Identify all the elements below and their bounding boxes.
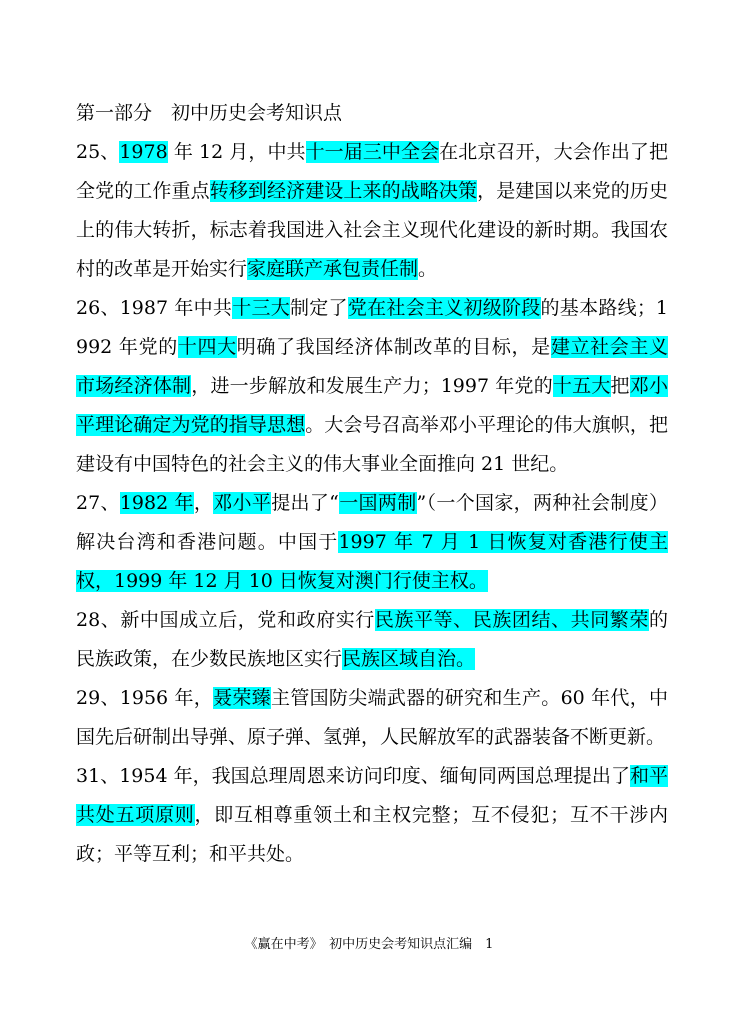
- text-run: ，: [193, 492, 214, 514]
- text-run: 26、1987 年中共: [76, 297, 233, 319]
- text-run: ”（一个国家，两种社会制度）解决台湾和香港问题。中国于: [76, 492, 668, 553]
- paragraph-31: [76, 757, 668, 874]
- text-run: 在北京召开，大会作出了把全党的工作重点: [76, 141, 668, 202]
- text-run: 25、: [76, 141, 120, 163]
- text-run: 29、1956 年，: [76, 687, 214, 709]
- paragraph-26: [76, 289, 668, 484]
- text-run: 28、新中国成立后，党和政府实行: [76, 609, 375, 631]
- highlighted-term: 邓小平理论确定为党的指导思想: [76, 375, 668, 436]
- highlighted-term: 党在社会主义初级阶段: [347, 297, 541, 319]
- section-heading: 第一部分 初中历史会考知识点: [76, 102, 343, 124]
- text-run: 主管国防尖端武器的研究和生产。60 年代，中国先后研制出导弹、原子弹、氢弹，人民解放军的武器装备不断更新。: [76, 687, 668, 748]
- text-run: 明确了我国经济体制改革的目标，是: [236, 336, 551, 358]
- text-run: 的基本路线；1992 年党的: [76, 297, 668, 358]
- highlighted-term: 转移到经济建设上来的战略决策: [209, 180, 478, 202]
- highlighted-term: 民族区域自治。: [342, 648, 476, 670]
- highlighted-term: 1997 年 7 月 1 日恢复对香港行使主权，1999 年 12 月 10 日恢复对澳门行使主权。: [76, 531, 668, 592]
- text-run: 提出了“: [271, 492, 339, 514]
- document-page: [76, 94, 668, 874]
- page-footer: 《赢在中考》 初中历史会考知识点汇编 1: [244, 937, 494, 952]
- text-run: 。: [418, 258, 438, 280]
- highlighted-term: 聂荣臻: [213, 687, 272, 709]
- paragraph-29: [76, 679, 668, 757]
- highlighted-term: 和平共处五项原则: [76, 765, 668, 826]
- text-run: ，是建国以来党的历史上的伟大转折，标志着我国进入社会主义现代化建设的新时期。我国农村的改革是开始实行: [76, 180, 668, 280]
- highlighted-term: 建立社会主义市场经济体制: [76, 336, 668, 397]
- text-run: 制定了: [290, 297, 348, 319]
- highlighted-term: 民族平等、民族团结、共同繁荣: [374, 609, 649, 631]
- text-run: 把: [610, 375, 630, 397]
- highlighted-term: 1982 年: [119, 492, 194, 514]
- highlighted-term: 邓小平: [213, 492, 272, 514]
- highlighted-term: 十三大: [232, 297, 291, 319]
- highlighted-term: 1978: [119, 141, 168, 163]
- text-run: ，进一步解放和发展生产力；1997 年党的: [191, 375, 553, 397]
- highlighted-term: 十四大: [177, 336, 237, 358]
- paragraph-25: [76, 133, 668, 289]
- highlighted-term: 十五大: [552, 375, 611, 397]
- paragraph-27: [76, 484, 668, 601]
- highlighted-term: 家庭联产承包责任制: [247, 258, 419, 280]
- text-run: ，即互相尊重领土和主权完整；互不侵犯；互不干涉内政；平等互利；和平共处。: [76, 804, 668, 865]
- highlighted-term: 十一届三中全会: [305, 141, 440, 163]
- paragraph-28: [76, 601, 668, 679]
- text-run: 的民族政策，在少数民族地区实行: [76, 609, 668, 670]
- text-run: 年 12 月，中共: [167, 141, 306, 163]
- text-run: 27、: [76, 492, 120, 514]
- text-run: 。大会号召高举邓小平理论的伟大旗帜，把建设有中国特色的社会主义的伟大事业全面推向 21 世纪。: [76, 414, 668, 475]
- highlighted-term: 一国两制: [338, 492, 417, 514]
- text-run: 31、1954 年，我国总理周恩来访问印度、缅甸同两国总理提出了: [76, 765, 630, 787]
